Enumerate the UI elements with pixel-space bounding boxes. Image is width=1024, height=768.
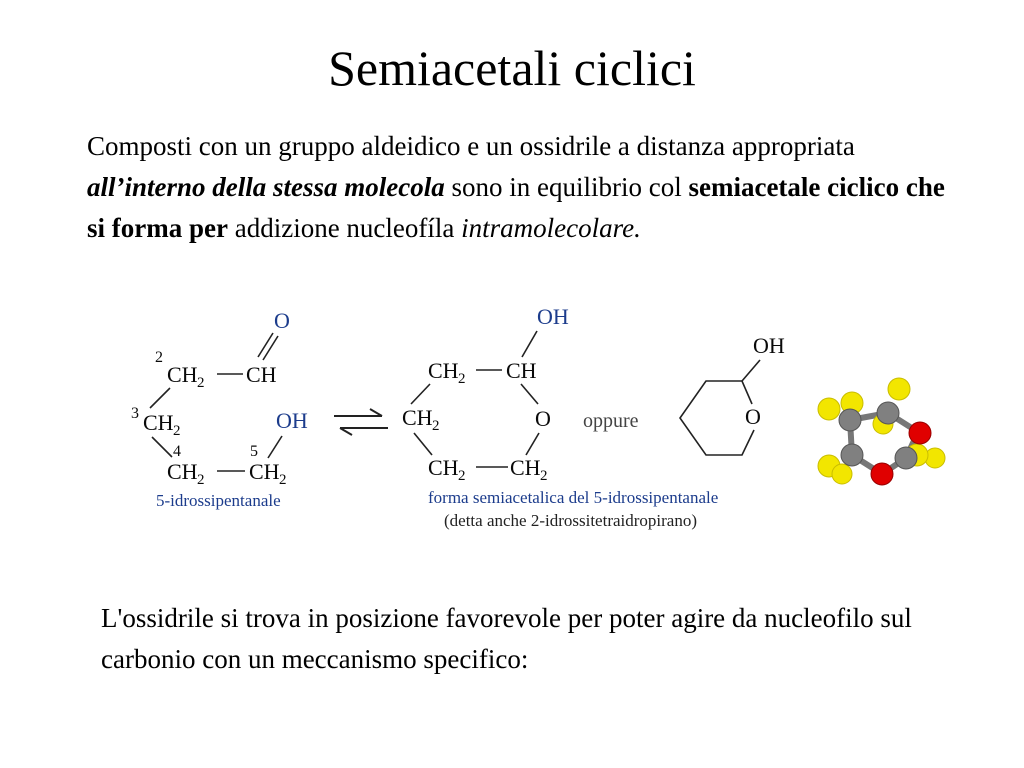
cyclic-c1-ch: CH xyxy=(506,358,537,383)
ball-and-stick-model xyxy=(818,378,945,485)
cyclic-c3-sub: 2 xyxy=(432,418,440,434)
caption-cyclic-2: (detta anche 2-idrossitetraidropirano) xyxy=(444,511,698,530)
caption-open-chain: 5-idrossipentanale xyxy=(156,491,281,510)
skeletal-ring-structure xyxy=(680,333,785,455)
intro-text-1: Composti con un gruppo aldeidico e un ossidrile a distanza appropriata xyxy=(87,131,855,161)
cyclic-hemiacetal-structure xyxy=(402,304,718,530)
intro-bold-semiacetale: semiacetale ciclico che si forma per xyxy=(87,172,945,243)
open-c5-ch2: CH xyxy=(249,459,280,484)
intro-text-5: addizione nucleofíla xyxy=(227,213,462,243)
open-chain-structure xyxy=(131,308,308,510)
cyclic-c2-sub: 2 xyxy=(458,371,466,387)
cyclic-c2-ch2: CH xyxy=(428,358,459,383)
carbon-number-5: 5 xyxy=(250,443,258,460)
carbon-number-3: 3 xyxy=(131,405,139,422)
cyclic-c3-ch2: CH xyxy=(402,405,433,430)
open-c2-ch2: CH xyxy=(167,362,198,387)
reaction-svg xyxy=(0,300,1024,550)
page-title: Semiacetali ciclici xyxy=(328,40,696,96)
oxygen-atom-ring xyxy=(871,463,893,485)
cyclic-c4-ch2: CH xyxy=(428,455,459,480)
equilibrium-arrows-icon xyxy=(334,409,388,435)
skeletal-ring-o: O xyxy=(745,404,761,429)
skeletal-oh: OH xyxy=(753,333,785,358)
reaction-figure xyxy=(0,300,1024,550)
cyclic-c4-sub: 2 xyxy=(458,468,466,484)
oxygen-atom-hydroxyl xyxy=(909,422,931,444)
intro-text-3: sono in equilibrio col xyxy=(444,172,689,202)
open-c4-sub: 2 xyxy=(197,472,205,488)
intro-paragraph xyxy=(87,126,967,249)
cyclic-c5-ch2: CH xyxy=(510,455,541,480)
closing-paragraph: L'ossidrile si trova in posizione favorevole per poter agire da nucleofilo sul carbonio con un meccanismo specifico: xyxy=(101,603,912,674)
open-c4-ch2: CH xyxy=(167,459,198,484)
carbon-number-4: 4 xyxy=(173,443,181,460)
caption-cyclic-1: forma semiacetalica del 5-idrossipentanale xyxy=(428,488,719,507)
carbon-number-2: 2 xyxy=(155,349,163,366)
oppure-label: oppure xyxy=(583,410,639,432)
open-c3-sub: 2 xyxy=(173,423,181,439)
intro-emphasis-molecule: all’interno della stessa molecola xyxy=(87,172,445,202)
open-c5-sub: 2 xyxy=(279,472,287,488)
intro-italic-intramolecolare: intramolecolare. xyxy=(461,213,641,243)
open-hydroxyl-oh: OH xyxy=(276,408,308,433)
cyclic-oh: OH xyxy=(537,304,569,329)
open-c1-ch: CH xyxy=(246,362,277,387)
open-aldehyde-o: O xyxy=(274,308,290,333)
open-c3-ch2: CH xyxy=(143,410,174,435)
cyclic-c5-sub: 2 xyxy=(540,468,548,484)
open-c2-sub: 2 xyxy=(197,375,205,391)
cyclic-ring-o: O xyxy=(535,406,551,431)
